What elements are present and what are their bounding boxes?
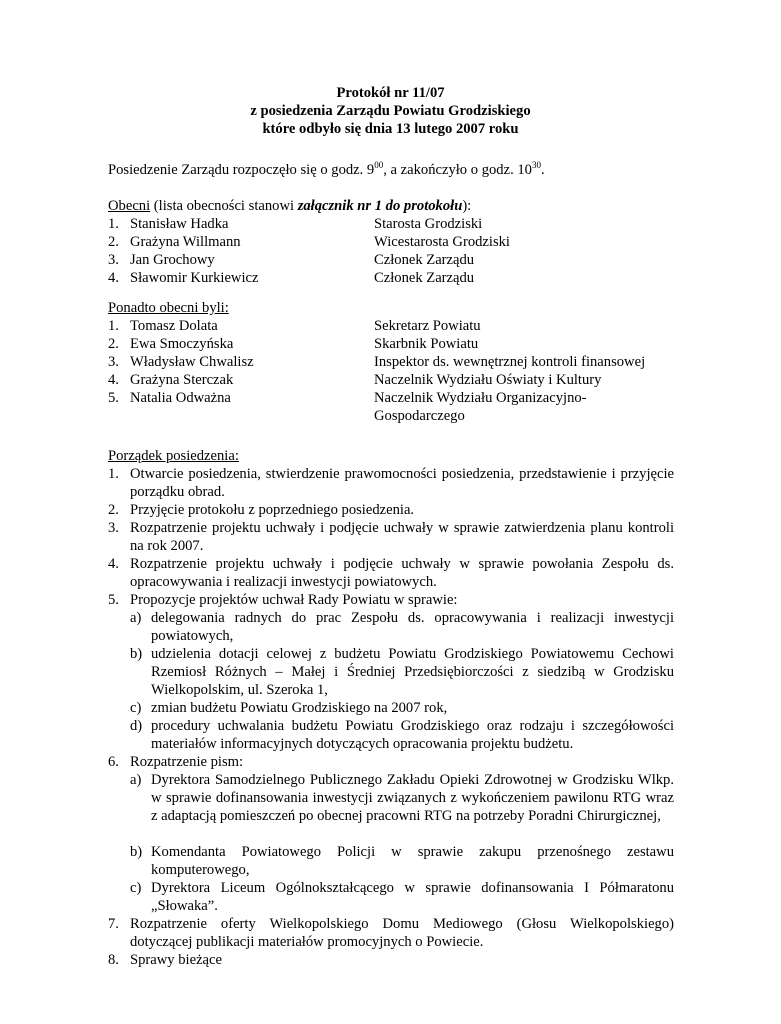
agenda-item: 7. Rozpatrzenie oferty Wielkopolskiego Domu Mediowego (Głosu Wielkopolskiego) dotyczącej publikacji materiałów promocyjnych o Powiecie. — [108, 916, 674, 951]
agenda-heading: Porządek posiedzenia: — [108, 448, 239, 464]
start-minutes: 00 — [374, 160, 384, 170]
agenda-subitem: b) Komendanta Powiatowego Policji w sprawie zakupu przenośnego zestawu komputerowego, — [130, 844, 674, 879]
present-member: 2. Grażyna Willmann Wicestarosta Grodziski — [108, 234, 510, 250]
agenda-item: 1. Otwarcie posiedzenia, stwierdzenie prawomocności posiedzenia, przedstawienie i przyjęcie porządku obrad. — [108, 466, 674, 501]
present-member: 1. Stanisław Hadka Starosta Grodziski — [108, 216, 483, 232]
document-title: Protokół nr 11/07 — [336, 85, 445, 101]
present-heading: Obecni (lista obecności stanowi załącznik nr 1 do protokołu): — [108, 198, 472, 214]
other-attendee: 1. Tomasz Dolata Sekretarz Powiatu — [108, 318, 481, 334]
session-times: Posiedzenie Zarządu rozpoczęło się o godz. $9^{00}$, a zakończyło o godz. $10^{30}$. — [108, 160, 545, 178]
agenda-subitem: c) zmian budżetu Powiatu Grodziskiego na 2007 rok, — [130, 700, 448, 716]
agenda-subitem: a) delegowania radnych do prac Zespołu ds. opracowywania i realizacji inwestycji powiatowych, — [130, 610, 674, 645]
other-attendee-role-continued: Gospodarczego — [374, 408, 465, 424]
others-heading: Ponadto obecni byli: — [108, 300, 229, 316]
agenda-item: 4. Rozpatrzenie projektu uchwały i podjęcie uchwały w sprawie powołania Zespołu ds. opracowywania i realizacji inwestycji powiatowych. — [108, 556, 674, 591]
agenda-subitem: b) udzielenia dotacji celowej z budżetu Powiatu Grodziskiego Powiatowemu Cechowi Rzemiosł Różnych – Małej i Średniej Przedsiębiorczości z siedzibą w Grodzisku Wielkopolskim, ul. Szeroka 1, — [130, 646, 674, 699]
other-attendee: 5. Natalia Odważna Naczelnik Wydziału Organizacyjno- — [108, 390, 587, 406]
agenda-subitem: d) procedury uchwalania budżetu Powiatu Grodziskiego oraz rodzaju i szczegółowości materiałów informacyjnych dotyczących opracowania projektu budżetu. — [130, 718, 674, 753]
other-attendee: 4. Grażyna Sterczak Naczelnik Wydziału Oświaty i Kultury — [108, 372, 602, 388]
agenda-subitem: a) Dyrektora Samodzielnego Publicznego Zakładu Opieki Zdrowotnej w Grodzisku Wlkp. w sprawie dofinansowania inwestycji związanych z wykończeniem pawilonu RTG wraz z adaptacją pomieszczeń po obecnej pracowni RTG na potrzeby Poradni Chirurgicznej, — [130, 772, 674, 825]
end-minutes: 30 — [531, 160, 541, 170]
agenda-item: 6. Rozpatrzenie pism: — [108, 754, 244, 770]
other-attendee: 2. Ewa Smoczyńska Skarbnik Powiatu — [108, 336, 479, 352]
agenda-item: 2. Przyjęcie protokołu z poprzedniego posiedzenia. — [108, 502, 415, 518]
document-date-line: które odbyło się dnia 13 lutego 2007 roku — [262, 121, 519, 137]
document-subtitle: z posiedzenia Zarządu Powiatu Grodziskiego — [250, 103, 531, 119]
other-attendee: 3. Władysław Chwalisz Inspektor ds. wewnętrznej kontroli finansowej — [108, 354, 646, 370]
attachment-reference: załącznik nr 1 do protokołu — [297, 198, 463, 214]
agenda-item: 3. Rozpatrzenie projektu uchwały i podjęcie uchwały w sprawie zatwierdzenia planu kontroli na rok 2007. — [108, 520, 674, 555]
present-member: 3. Jan Grochowy Członek Zarządu — [108, 252, 475, 268]
present-member: 4. Sławomir Kurkiewicz Członek Zarządu — [108, 270, 475, 286]
agenda-item: 5. Propozycje projektów uchwał Rady Powiatu w sprawie: — [108, 592, 458, 608]
agenda-subitem: c) Dyrektora Liceum Ogólnokształcącego w sprawie dofinansowania I Półmaratonu „Słowaka”. — [130, 880, 674, 915]
agenda-item: 8. Sprawy bieżące — [108, 952, 222, 968]
